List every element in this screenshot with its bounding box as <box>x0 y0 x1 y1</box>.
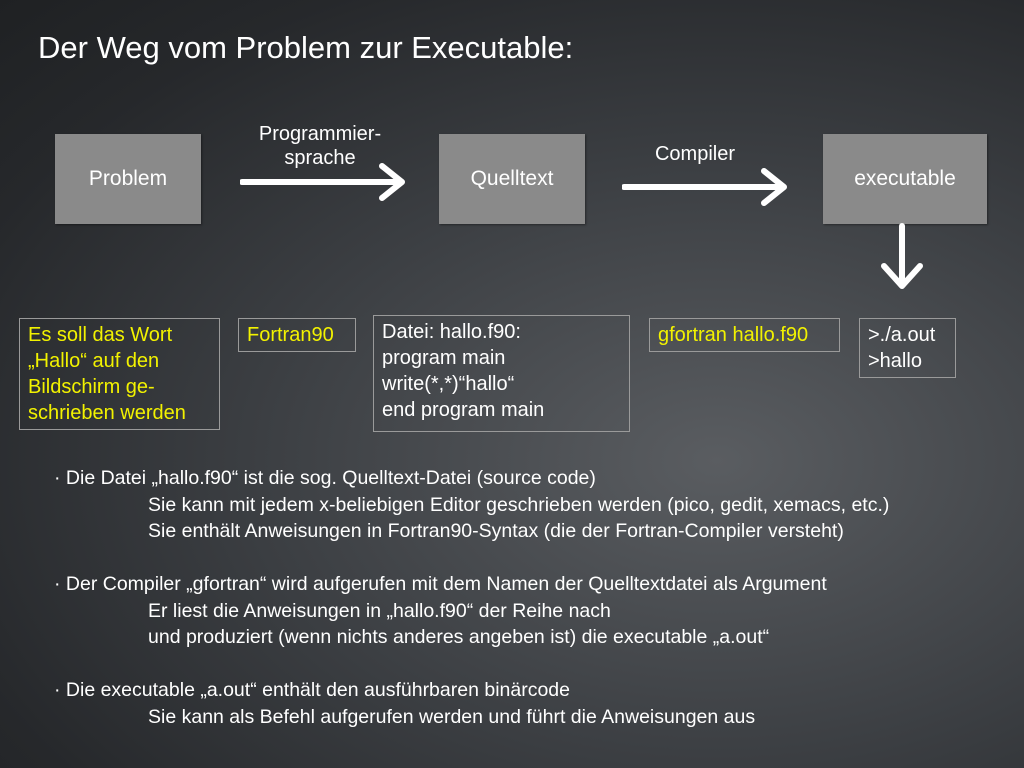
problem-description-line: Es soll das Wort <box>28 324 173 346</box>
run-output-box <box>859 318 956 378</box>
language-box <box>238 318 356 352</box>
bullet-detail: Sie kann mit jedem x-beliebigen Editor geschrieben werden (pico, gedit, xemacs, etc.) <box>148 493 890 516</box>
bullet-detail: Er liest die Anweisungen in „hallo.f90“ der Reihe nach <box>148 599 611 622</box>
arrow-right-icon <box>622 165 792 209</box>
explanation-text <box>54 465 889 730</box>
programmiersprache-label: Programmier- sprache <box>258 123 382 169</box>
source-filename: Datei: hallo.f90: <box>382 321 521 343</box>
source-code-line: write(*,*)“hallo“ <box>382 373 515 395</box>
slide-title: Der Weg vom Problem zur Executable: <box>38 30 574 65</box>
executable-box-label: executable <box>854 167 956 190</box>
bullet-heading: · Die executable „a.out“ enthält den ausführbaren binärcode <box>54 679 570 701</box>
source-code-line: program main <box>382 347 506 369</box>
problem-description-line: „Hallo“ auf den <box>28 350 160 372</box>
executable-box <box>823 134 987 224</box>
bullet-detail: und produziert (wenn nichts anderes angeben ist) die executable „a.out“ <box>148 626 770 648</box>
problem-description-box <box>19 318 220 430</box>
problem-description-line: Bildschirm ge- <box>28 376 155 398</box>
arrow-right-icon <box>240 160 410 204</box>
source-code-line: end program main <box>382 399 545 421</box>
bullet-heading: · Die Datei „hallo.f90“ ist die sog. Quelltext-Datei (source code) <box>54 467 596 489</box>
bullet-detail: Sie enthält Anweisungen in Fortran90-Syntax (die der Fortran-Compiler versteht) <box>148 520 844 542</box>
run-output: >hallo <box>868 350 922 372</box>
language-label: Fortran90 <box>247 324 334 346</box>
run-command: >./a.out <box>868 324 936 346</box>
bullet-detail: Sie kann als Befehl aufgerufen werden und führt die Anweisungen aus <box>148 705 756 728</box>
source-code-box <box>373 315 630 432</box>
problem-box-label: Problem <box>88 167 168 190</box>
arrow-down-icon <box>876 222 928 292</box>
problem-description-line: schrieben werden <box>28 402 186 424</box>
compiler-label: Compiler <box>654 143 736 165</box>
compile-command-box <box>649 318 840 352</box>
quelltext-box-label: Quelltext <box>470 167 554 190</box>
quelltext-box <box>439 134 585 224</box>
problem-box <box>55 134 201 224</box>
bullet-heading: · Der Compiler „gfortran“ wird aufgerufen mit dem Namen der Quelltextdatei als Argument <box>54 573 827 595</box>
compile-command: gfortran hallo.f90 <box>658 324 809 346</box>
